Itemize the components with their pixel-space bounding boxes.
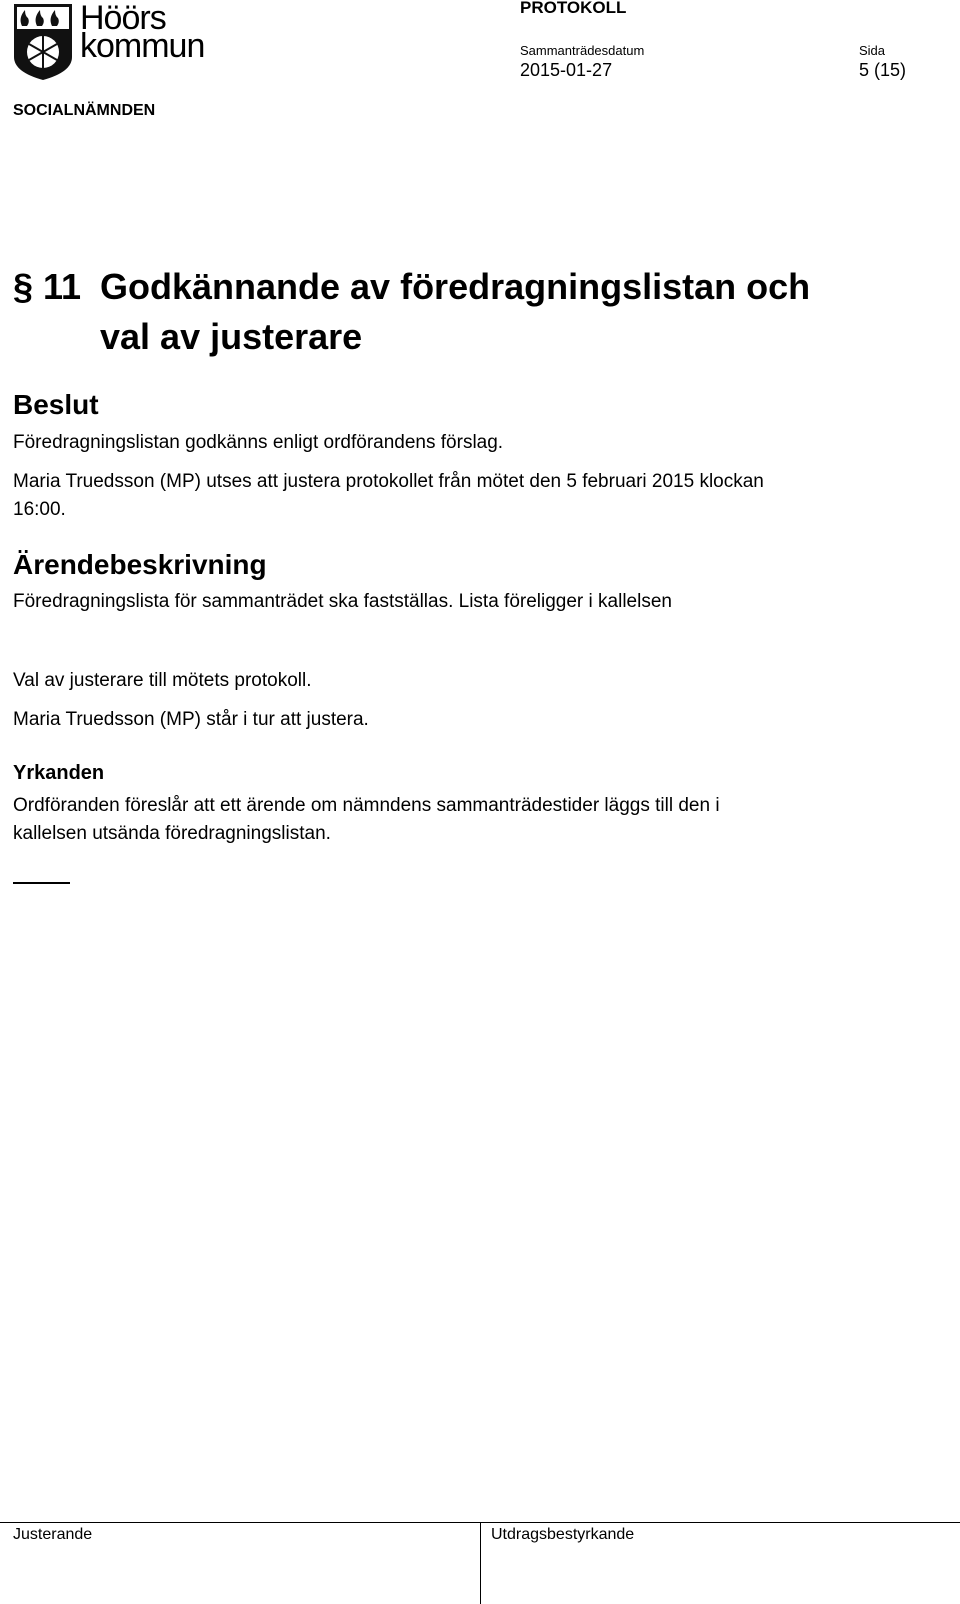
yrkanden-paragraph: kallelsen utsända föredragningslistan. [13, 823, 331, 844]
section-number: § 11 [13, 266, 82, 307]
arende-heading: Ärendebeskrivning [13, 549, 267, 580]
footer-utdragsbestyrkande: Utdragsbestyrkande [491, 1526, 635, 1543]
doc-type: PROTOKOLL [520, 0, 627, 17]
section-title-line2: val av justerare [100, 316, 363, 357]
arende-paragraph: Val av justerare till mötets protokoll. [13, 670, 312, 691]
page-number: 5 (15) [859, 60, 907, 80]
page-label: Sida [859, 43, 886, 58]
arende-paragraph: Föredragningslista för sammanträdet ska fastställas. Lista föreligger i kallelsen [13, 591, 672, 612]
beslut-heading: Beslut [13, 389, 99, 420]
section-title-line1: Godkännande av föredragningslistan och [100, 266, 811, 307]
footer-justerande: Justerande [13, 1526, 93, 1543]
yrkanden-paragraph: Ordföranden föreslår att ett ärende om nämndens sammanträdestider läggs till den i [13, 795, 720, 816]
beslut-paragraph: 16:00. [13, 499, 66, 520]
yrkanden-heading: Yrkanden [13, 762, 105, 784]
logo-text-line2: kommun [80, 27, 205, 65]
date-label: Sammanträdesdatum [520, 43, 645, 58]
meeting-date: 2015-01-27 [520, 60, 613, 80]
coat-of-arms-logo [12, 2, 74, 82]
beslut-paragraph: Maria Truedsson (MP) utses att justera protokollet från mötet den 5 februari 2015 klockan [13, 471, 764, 492]
beslut-paragraph: Föredragningslistan godkänns enligt ordförandens förslag. [13, 432, 504, 453]
footer-divider [480, 1522, 481, 1604]
section-end-rule [13, 882, 70, 884]
arende-paragraph: Maria Truedsson (MP) står i tur att justera. [13, 709, 369, 730]
logo-text-line1: Höörs [80, 0, 166, 37]
committee-name: SOCIALNÄMNDEN [13, 102, 156, 119]
